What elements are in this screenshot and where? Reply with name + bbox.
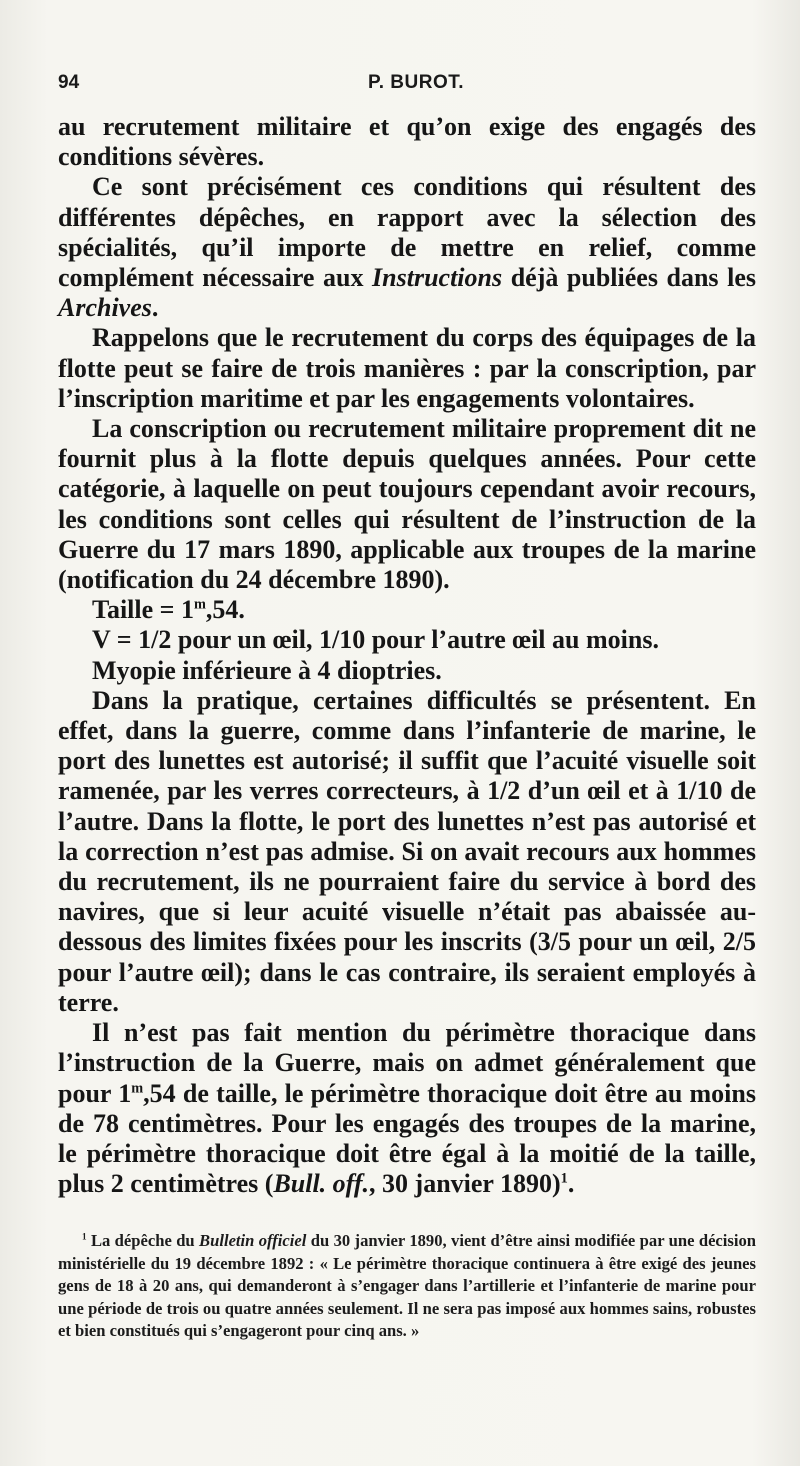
footnote-marker: 1 <box>82 1231 87 1242</box>
footnote-text: du 30 janvier 1890, vient d’être ainsi modifiée par une décision ministérielle du 19 décembre 1892 : « Le périmètre thoracique continuera à être exigé des jeunes gens de 18 à 20 ans, qui demanderont à s’engager dans l’artillerie et l’infanterie de marine pour une période de trois ou quatre années seulement. Il ne sera pas imposé aux hommes sains, robustes et bien constitués qui s’engageront pour cinq ans. » <box>58 1231 757 1340</box>
paragraph <box>58 414 756 595</box>
paragraph-text: Il n’est pas fait mention du périmètre thoracique dans l’instruction de la Guerre, mais on admet généralement que pour 1 <box>58 1018 756 1108</box>
paragraph <box>58 112 756 172</box>
paragraph-text: . <box>151 293 159 323</box>
italic-term: Instructions <box>372 263 503 293</box>
paragraph-text: Ce sont précisément ces conditions qui résultent des différentes dépêches, en rapport avec la sélection des spécialités, qu’il importe de mettre en relief, comme complément nécessaire aux <box>58 172 756 293</box>
running-head: P. BUROT. <box>368 72 465 93</box>
unit-superscript: m <box>131 1079 144 1096</box>
requirement-vision <box>58 625 756 655</box>
paragraph-text: Rappelons que le recrutement du corps des équipages de la flotte peut se faire de trois manières : par la conscription, par l’inscription maritime et par les engagements volontaires. <box>58 323 756 413</box>
body-text <box>58 112 756 1199</box>
footnote-reference: 1 <box>560 1170 568 1187</box>
requirement-text: Taille = 1 <box>92 595 194 625</box>
paragraph <box>58 172 756 323</box>
italic-citation: Bull. off. <box>273 1169 370 1199</box>
footnote <box>58 1230 756 1343</box>
page-number: 94 <box>58 72 80 93</box>
paragraph-text: La conscription ou recrutement militaire proprement dit ne fournit plus à la flotte depuis quelques années. Pour cette catégorie, à laquelle on peut toujours cependant avoir recours, les conditions sont celles qui résultent de l’instruction de la Guerre du 17 mars 1890, applicable aux troupes de la marine (notification du 24 décembre 1890). <box>58 414 756 595</box>
footnotes <box>58 1230 756 1343</box>
requirement-text: V = 1/2 pour un œil, 1/10 pour l’autre œil au moins. <box>92 625 659 655</box>
paragraph-text: Dans la pratique, certaines difficultés se présentent. En effet, dans la guerre, comme dans l’infanterie de marine, le port des lunettes est autorisé; il suffit que l’acuité visuelle soit ramenée, par les verres correcteurs, à 1/2 d’un œil et à 1/10 de l’autre. Dans la flotte, le port des lunettes n’est pas autorisé et la correction n’est pas admise. Si on avait recours aux hommes du recrutement, ils ne pourraient faire du service à bord des navires, que si leur acuité visuelle n’était pas abaissée au-dessous des limites fixées pour les inscrits (3/5 pour un œil, 2/5 pour l’autre œil); dans le cas contraire, ils seraient employés à terre. <box>58 685 756 1017</box>
paragraph-text: ,54 de taille, le périmètre thoracique doit être au moins de 78 centimètres. Pour les engagés des troupes de la marine, le périmètre thoracique doit être égal à la moitié de la taille, plus 2 centimètres ( <box>58 1078 756 1199</box>
paragraph <box>58 323 756 414</box>
paragraph-text: , 30 janvier 1890) <box>369 1169 561 1199</box>
italic-term: Archives <box>58 293 152 323</box>
paragraph-text: au recrutement militaire et qu’on exige des engagés des conditions sévères. <box>58 112 756 172</box>
italic-citation: Bulletin officiel <box>199 1231 307 1250</box>
paragraph <box>58 1018 756 1199</box>
requirement-text: Myopie inférieure à 4 dioptries. <box>92 655 442 685</box>
paragraph-text: . <box>567 1169 575 1199</box>
requirement-text: ,54. <box>205 595 245 625</box>
unit-superscript: m <box>193 596 206 613</box>
paragraph-text: déjà publiées dans les <box>502 263 756 293</box>
footnote-text: La dépêche du <box>86 1231 200 1250</box>
requirement-myopie <box>58 656 756 686</box>
requirement-taille <box>58 595 756 625</box>
paragraph <box>58 686 756 1018</box>
